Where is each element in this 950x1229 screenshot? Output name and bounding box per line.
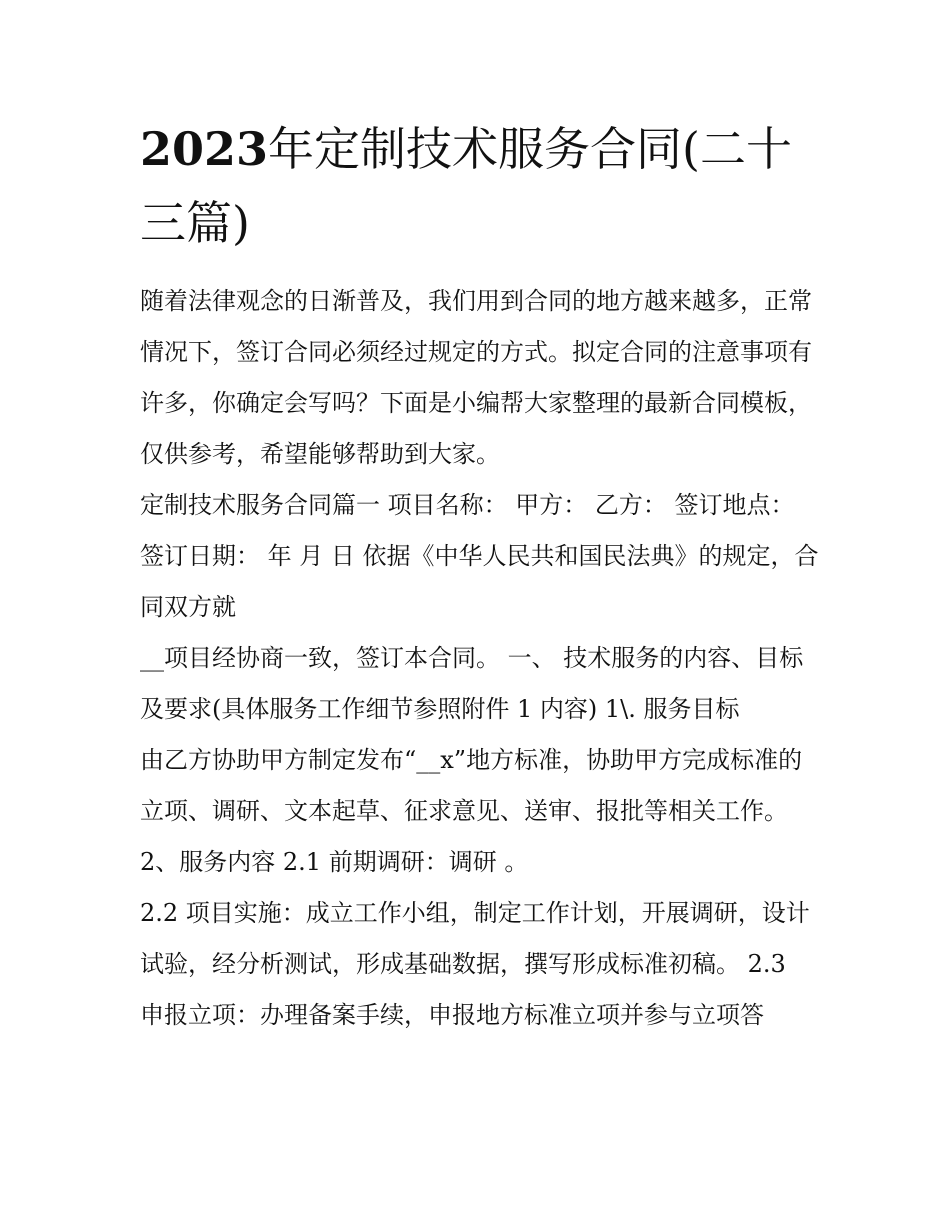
paragraph-intro: 随着法律观念的日渐普及，我们用到合同的地方越来越多，正常情况下，签订合同必须经过规定的方式。拟定合同的注意事项有许多，你确定会写吗？下面是小编帮大家整理的最新合同模板，仅供参考，希望能够帮助到大家。 [140,287,812,468]
paragraph-contract-header: 定制技术服务合同篇一 项目名称： 甲方： 乙方： 签订地点： 签订日期： 年 月 日 依据《中华人民共和国民法典》的规定，合同双方就 [140,491,819,621]
paragraph-application: 申报立项：办理备案手续，申报地方标准立项并参与立项答 [140,1001,764,1029]
document-title [140,112,820,260]
paragraph-implementation: 2.2 项目实施：成立工作小组，制定工作计划，开展调研，设计试验，经分析测试，形成基础数据，撰写形成标准初稿。 2.3 [140,899,810,978]
paragraph-service-target: 由乙方协助甲方制定发布“__x”地方标准，协助甲方完成标准的立项、调研、文本起草、征求意见、送审、报批等相关工作。 2、服务内容 2.1 前期调研：调研 。 [140,746,803,876]
title-text: 年定制技术服务合同(二十三篇) [140,122,792,250]
paragraph-service-content: __项目经协商一致，签订本合同。 一、 技术服务的内容、目标及要求(具体服务工作细节参照附件 1 内容) 1\. 服务目标 [140,644,804,723]
title-year: 2023 [140,122,269,176]
document-body [140,276,820,1041]
